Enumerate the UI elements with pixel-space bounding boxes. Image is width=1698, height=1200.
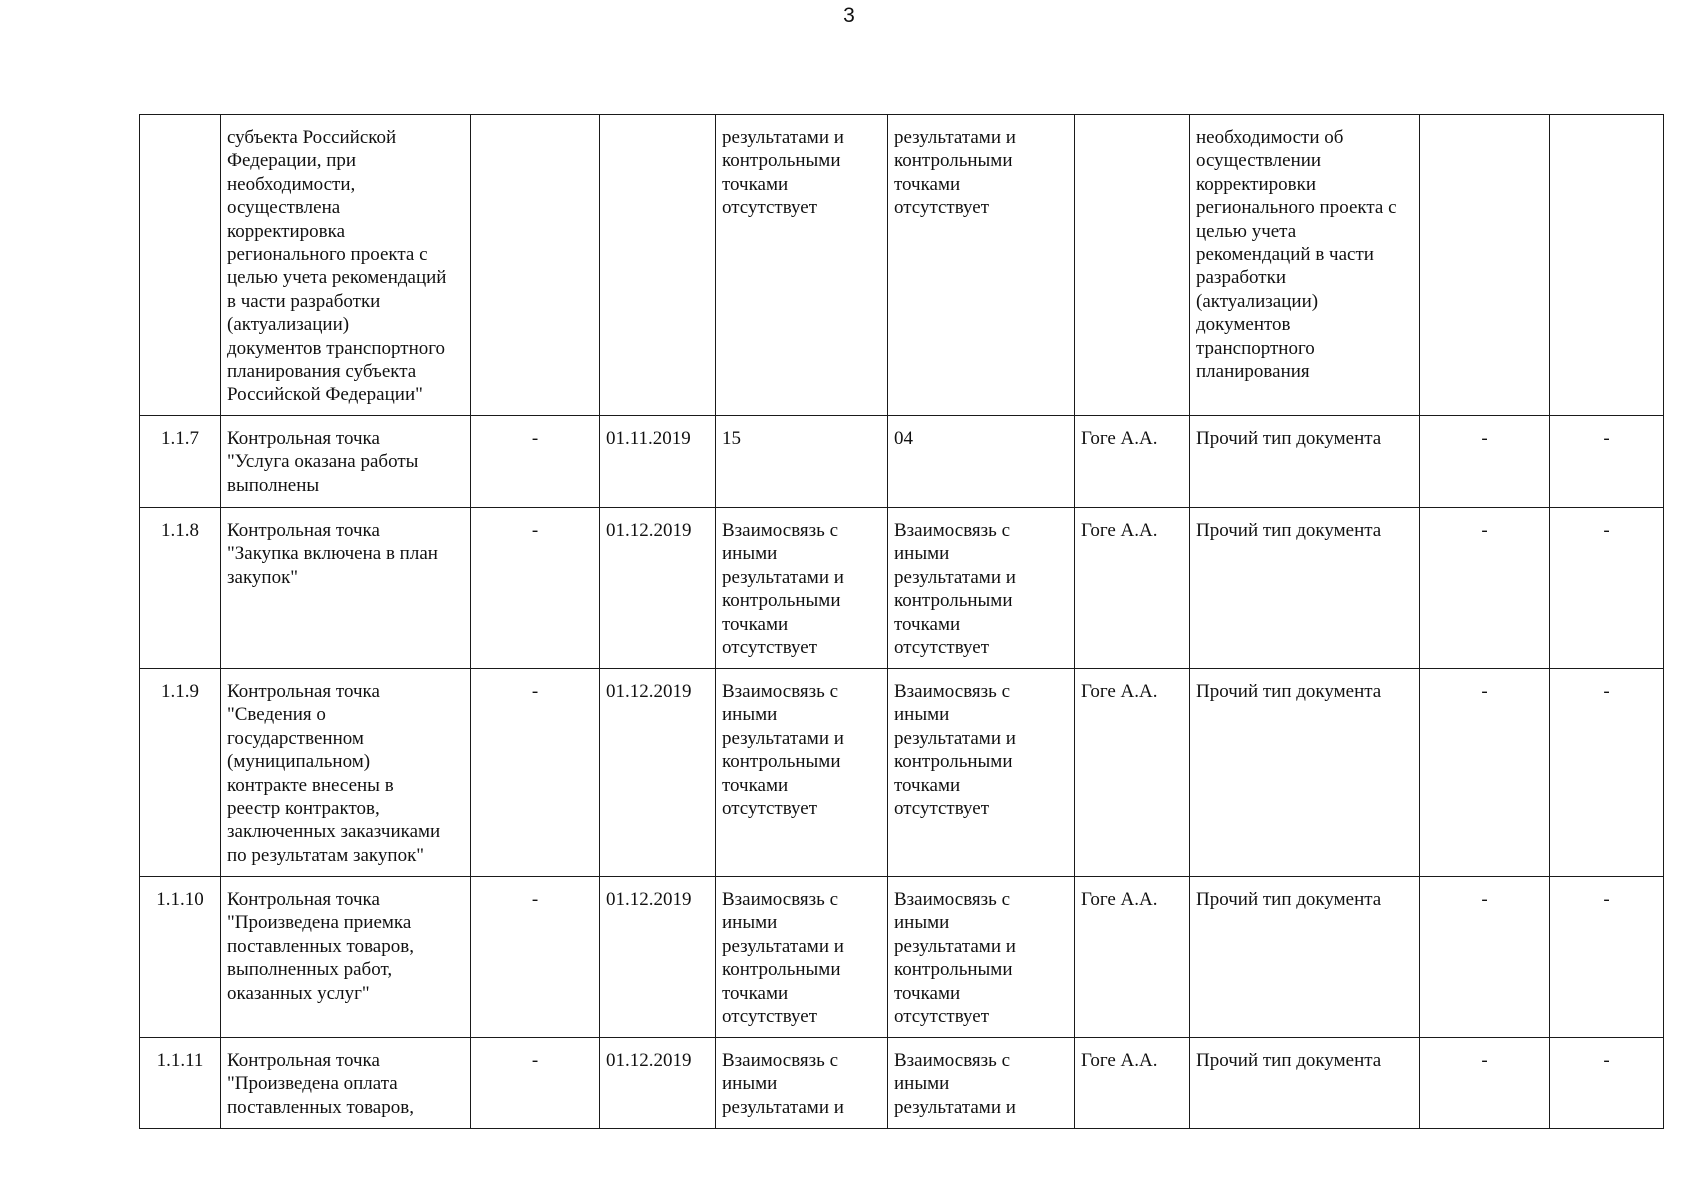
extra-cell: - [1550,669,1664,877]
responsible-cell: Гоге А.А. [1075,1038,1190,1129]
successor-link-cell: Взаимосвязь с иными результатами и контрольными точками отсутствует [888,877,1075,1038]
successor-link-cell: Взаимосвязь с иными результатами и контрольными точками отсутствует [888,669,1075,877]
predecessor-link-cell: Взаимосвязь с иными результатами и контрольными точками отсутствует [716,877,888,1038]
document-type-cell: Прочий тип документа [1190,1038,1420,1129]
predecessor-link-cell: 15 [716,416,888,508]
document-type-cell: Прочий тип документа [1190,508,1420,669]
milestone-name-cell: Контрольная точка "Произведена оплата поставленных товаров, [221,1038,471,1129]
milestone-name-cell: субъекта Российской Федерации, при необходимости, осуществлена корректировка регионального проекта с целью учета рекомендаций в части разработки (актуализации) документов транспортного планирования субъекта Российской Федерации" [221,115,471,416]
page-number: 3 [843,4,855,27]
table-row [140,669,1664,877]
document-type-cell: Прочий тип документа [1190,669,1420,877]
predecessor-link-cell: Взаимосвязь с иными результатами и [716,1038,888,1129]
level-cell: - [1420,877,1550,1038]
start-date-cell: - [471,416,600,508]
predecessor-link-cell: Взаимосвязь с иными результатами и контрольными точками отсутствует [716,508,888,669]
responsible-cell: Гоге А.А. [1075,877,1190,1038]
milestone-name-cell: Контрольная точка "Услуга оказана работы выполнены [221,416,471,508]
start-date-cell [471,115,600,416]
extra-cell: - [1550,508,1664,669]
responsible-cell [1075,115,1190,416]
table-row [140,115,1664,416]
end-date-cell: 01.12.2019 [600,1038,716,1129]
row-number-cell: 1.1.9 [140,669,221,877]
end-date-cell: 01.12.2019 [600,508,716,669]
milestone-name-cell: Контрольная точка "Закупка включена в план закупок" [221,508,471,669]
extra-cell: - [1550,1038,1664,1129]
extra-cell: - [1550,877,1664,1038]
row-number-cell: 1.1.10 [140,877,221,1038]
extra-cell: - [1550,416,1664,508]
responsible-cell: Гоге А.А. [1075,416,1190,508]
extra-cell [1550,115,1664,416]
row-number-cell: 1.1.7 [140,416,221,508]
row-number-cell: 1.1.11 [140,1038,221,1129]
start-date-cell: - [471,877,600,1038]
table-row [140,1038,1664,1129]
level-cell: - [1420,1038,1550,1129]
control-points-table [139,114,1664,1129]
end-date-cell: 01.12.2019 [600,877,716,1038]
predecessor-link-cell: результатами и контрольными точками отсутствует [716,115,888,416]
end-date-cell: 01.12.2019 [600,669,716,877]
level-cell: - [1420,416,1550,508]
document-type-cell: Прочий тип документа [1190,416,1420,508]
milestone-name-cell: Контрольная точка "Произведена приемка поставленных товаров, выполненных работ, оказанных услуг" [221,877,471,1038]
predecessor-link-cell: Взаимосвязь с иными результатами и контрольными точками отсутствует [716,669,888,877]
end-date-cell [600,115,716,416]
start-date-cell: - [471,508,600,669]
level-cell: - [1420,508,1550,669]
table-row [140,416,1664,508]
end-date-cell: 01.11.2019 [600,416,716,508]
table-row [140,508,1664,669]
responsible-cell: Гоге А.А. [1075,669,1190,877]
successor-link-cell: Взаимосвязь с иными результатами и [888,1038,1075,1129]
milestone-name-cell: Контрольная точка "Сведения о государственном (муниципальном) контракте внесены в реестр контрактов, заключенных заказчиками по результатам закупок" [221,669,471,877]
document-type-cell: Прочий тип документа [1190,877,1420,1038]
document-type-cell: необходимости об осуществлении корректировки регионального проекта с целью учета рекомендаций в части разработки (актуализации) документов транспортного планирования [1190,115,1420,416]
start-date-cell: - [471,669,600,877]
successor-link-cell: Взаимосвязь с иными результатами и контрольными точками отсутствует [888,508,1075,669]
table-row [140,877,1664,1038]
successor-link-cell: результатами и контрольными точками отсутствует [888,115,1075,416]
level-cell: - [1420,669,1550,877]
responsible-cell: Гоге А.А. [1075,508,1190,669]
start-date-cell: - [471,1038,600,1129]
row-number-cell [140,115,221,416]
row-number-cell: 1.1.8 [140,508,221,669]
level-cell [1420,115,1550,416]
successor-link-cell: 04 [888,416,1075,508]
